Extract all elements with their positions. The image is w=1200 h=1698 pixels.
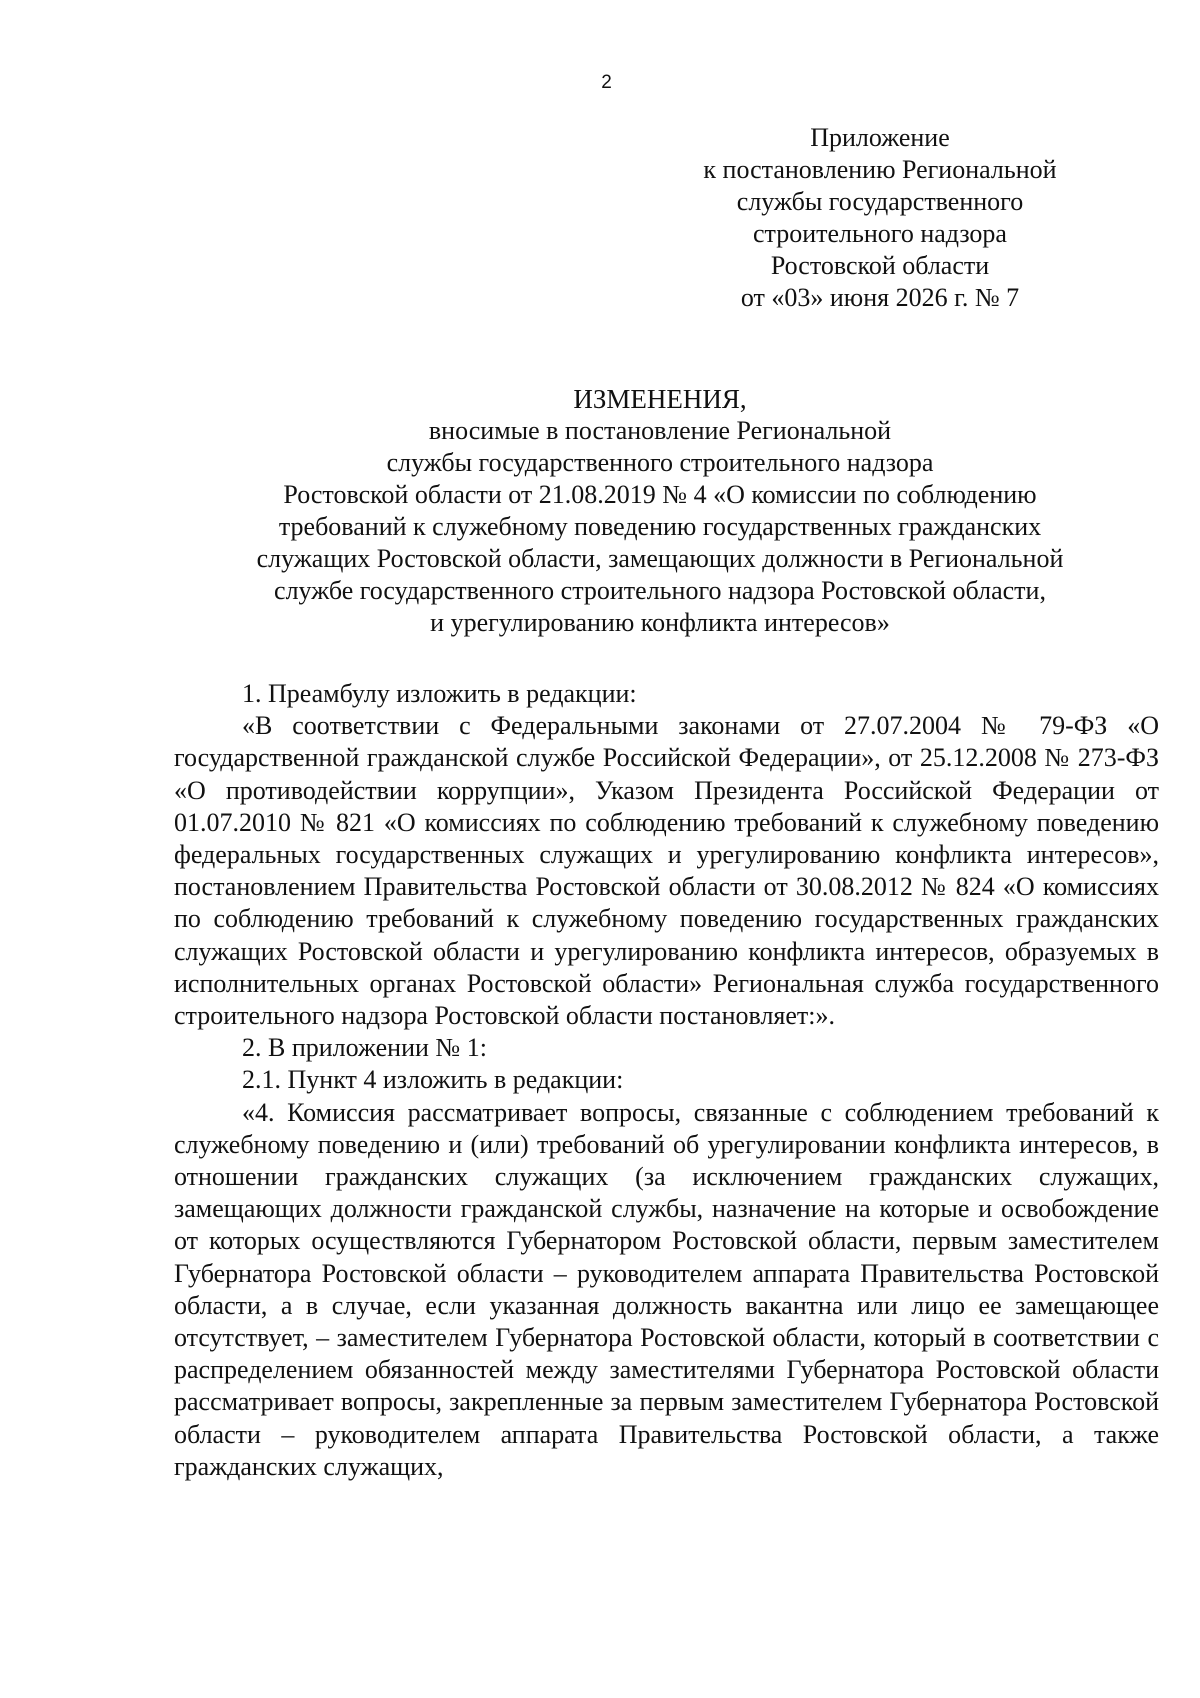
paragraph-preamble-text: «В соответствии с Федеральными законами от 27.07.2004 № 79-ФЗ «О государственной гражданской службе Российской Федерации», от 25.12.2008 № 273-ФЗ «О противодействии коррупции», Указом Президента Российской Федерации от 01.07.2010 № 821 «О комиссиях по соблюдению требований к служебному поведению федеральных государственных служащих и урегулированию конфликта интересов», постановлением Правительства Ростовской области от 30.08.2012 № 824 «О комиссиях по соблюдению требований к служебному поведению государственных гражданских служащих Ростовской области и урегулированию конфликта интересов, образуемых в исполнительных органах Ростовской области» Региональная служба государственного строительного надзора Ростовской области постановляет:». — [174, 711, 1159, 1031]
appendix-line: к постановлению Региональной — [703, 155, 1057, 184]
appendix-header — [660, 122, 1100, 314]
title-line: вносимые в постановление Региональной — [428, 416, 892, 445]
appendix-line: службы государственного — [736, 187, 1024, 216]
document-title — [190, 383, 1130, 639]
page-number: 2 — [601, 72, 612, 93]
appendix-line: Ростовской области — [770, 251, 990, 280]
title-line: служащих Ростовской области, замещающих должности в Региональной — [256, 544, 1064, 573]
title-line: Ростовской области от 21.08.2019 № 4 «О комиссии по соблюдению — [283, 480, 1037, 509]
title-line: и урегулированию конфликта интересов» — [430, 608, 890, 637]
document-body — [174, 678, 1159, 1483]
paragraph-appendix-instruction: 2. В приложении № 1: — [242, 1033, 487, 1063]
title-line: службе государственного строительного надзора Ростовской области, — [274, 576, 1046, 605]
title-heading: ИЗМЕНЕНИЯ, — [573, 384, 747, 414]
appendix-line: строительного надзора — [753, 219, 1007, 248]
paragraph-preamble-instruction: 1. Преамбулу изложить в редакции: — [242, 679, 637, 708]
title-line: службы государственного строительного надзора — [386, 448, 934, 477]
paragraph-item-instruction: 2.1. Пункт 4 изложить в редакции: — [242, 1065, 624, 1095]
title-line: требований к служебному поведению государственных гражданских — [278, 512, 1042, 541]
appendix-line: Приложение — [810, 123, 950, 152]
paragraph-item-4-text: «4. Комиссия рассматривает вопросы, связанные с соблюдением требований к служебному поведению и (или) требований об урегулировании конфликта интересов, в отношении гражданских служащих (за исключением гражданских служащих, замещающих должности гражданской службы, назначение на которые и освобождение от которых осуществляются Губернатором Ростовской области, первым заместителем Губернатора Ростовской области – руководителем аппарата Правительства Ростовской области, а в случае, если указанная должность вакантна или лицо ее замещающее отсутствует, – заместителем Губернатора Ростовской области, который в соответствии с распределением обязанностей между заместителями Губернатора Ростовской области рассматривает вопросы, закрепленные за первым заместителем Губернатора Ростовской области – руководителем аппарата Правительства Ростовской области, а также гражданских служащих, — [174, 1097, 1159, 1481]
appendix-line: от «03» июня 2026 г. № 7 — [740, 283, 1020, 312]
